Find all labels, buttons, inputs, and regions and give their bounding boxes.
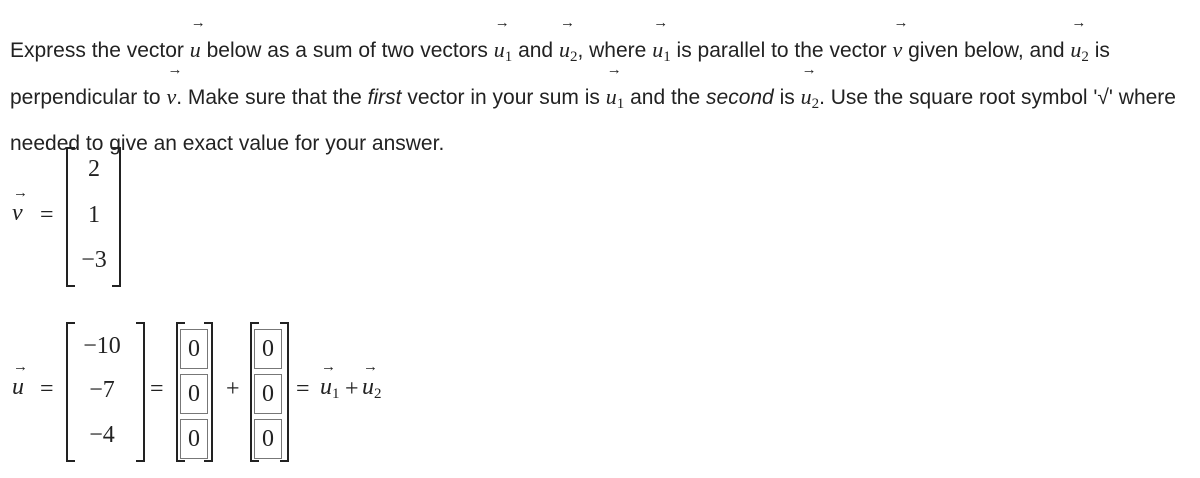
vector-u1-symbol: → $u_1$ [320, 359, 340, 402]
matrix-cell: 1 [88, 202, 100, 228]
equals-sign: = [40, 202, 54, 228]
equals-sign: = [150, 376, 164, 402]
plus-sign: + [226, 376, 240, 402]
matrix-cell: 2 [88, 156, 100, 182]
prompt-text: , where [577, 39, 647, 62]
right-bracket [204, 322, 213, 462]
vector-u1-symbol: → $u_1$ [652, 15, 671, 65]
vector-u2-symbol: → $u_2$ [362, 359, 382, 402]
u1-entry-1-input[interactable]: 0 [180, 329, 208, 369]
vector-v-symbol: → v [166, 62, 183, 109]
vector-v-symbol: → v [892, 15, 909, 62]
u2-entry-2-input[interactable]: 0 [254, 374, 282, 414]
question-prompt [10, 15, 1195, 163]
prompt-text: and the [630, 86, 701, 109]
equals-sign: = [40, 376, 54, 402]
prompt-text: is perpendicular to [10, 39, 1110, 109]
right-bracket [280, 322, 289, 462]
u1-entry-2-input[interactable]: 0 [180, 374, 208, 414]
prompt-text: square root symbol '√' where needed to give an exact value for your answer. [10, 86, 1176, 155]
right-bracket [136, 322, 145, 462]
prompt-text: and [1029, 39, 1065, 62]
prompt-text: given below, [908, 39, 1024, 62]
matrix-cell: −4 [89, 422, 115, 448]
vector-u2-symbol: → $u_2$ [558, 15, 578, 65]
right-bracket [112, 147, 121, 287]
plus-sign: + [345, 376, 359, 402]
matrix-cell: −10 [83, 333, 121, 359]
vector-u-label: → u [12, 359, 28, 400]
prompt-text: below as a sum of two vectors [206, 39, 488, 62]
u1-entry-3-input[interactable]: 0 [180, 419, 208, 459]
u2-entry-3-input[interactable]: 0 [254, 419, 282, 459]
prompt-text: . Make sure that the [176, 86, 362, 109]
vector-v-label: → v [12, 185, 28, 226]
vector-u1-symbol: → $u_1$ [605, 62, 625, 112]
matrix-cell: −3 [81, 247, 107, 273]
prompt-text: Express the vector [10, 39, 184, 62]
equals-sign: = [296, 376, 310, 402]
vector-u2-symbol: → $u_2$ [1070, 15, 1089, 65]
vector-u1-symbol: → $u_1$ [493, 15, 513, 65]
prompt-text: is parallel to the vector [676, 39, 887, 62]
prompt-emphasis-second: second [706, 86, 774, 109]
vector-u-symbol: → u [189, 15, 206, 62]
prompt-text: vector in your sum is [407, 86, 600, 109]
u2-entry-1-input[interactable]: 0 [254, 329, 282, 369]
prompt-text: . Use the [819, 86, 904, 109]
prompt-text: and [518, 39, 554, 62]
prompt-text: is [779, 86, 795, 109]
matrix-cell: −7 [89, 377, 115, 403]
prompt-emphasis-first: first [367, 86, 402, 109]
vector-u2-symbol: → $u_2$ [800, 62, 820, 112]
